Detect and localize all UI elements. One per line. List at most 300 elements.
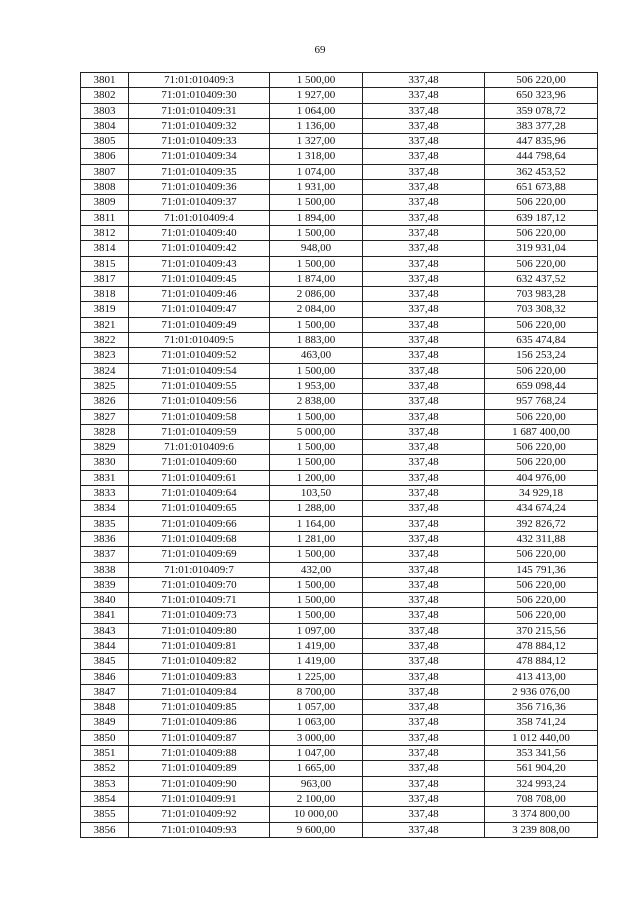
row-number-cell: 3806: [81, 149, 129, 164]
row-number-cell: 3828: [81, 424, 129, 439]
cadastral-number-cell: 71:01:010409:82: [129, 654, 270, 669]
cadastral-number-cell: 71:01:010409:61: [129, 470, 270, 485]
rate-cell: 337,48: [363, 317, 485, 332]
table-row: [81, 88, 598, 103]
row-number-cell: 3823: [81, 348, 129, 363]
rate-cell: 337,48: [363, 807, 485, 822]
cadastral-value-cell: 353 341,56: [485, 746, 598, 761]
table-row: [81, 807, 598, 822]
cadastral-number-cell: 71:01:010409:43: [129, 256, 270, 271]
cadastral-value-cell: 319 931,04: [485, 241, 598, 256]
cadastral-value-cell: 635 474,84: [485, 333, 598, 348]
table-row: [81, 531, 598, 546]
cadastral-value-cell: 359 078,72: [485, 103, 598, 118]
area-cell: 1 500,00: [270, 608, 363, 623]
cadastral-value-cell: 506 220,00: [485, 608, 598, 623]
row-number-cell: 3837: [81, 547, 129, 562]
row-number-cell: 3850: [81, 730, 129, 745]
cadastral-number-cell: 71:01:010409:6: [129, 440, 270, 455]
row-number-cell: 3801: [81, 73, 129, 88]
table-row: [81, 164, 598, 179]
cadastral-value-cell: 478 884,12: [485, 638, 598, 653]
table-row: [81, 103, 598, 118]
area-cell: 1 883,00: [270, 333, 363, 348]
area-cell: 1 164,00: [270, 516, 363, 531]
rate-cell: 337,48: [363, 118, 485, 133]
rate-cell: 337,48: [363, 776, 485, 791]
row-number-cell: 3831: [81, 470, 129, 485]
row-number-cell: 3839: [81, 577, 129, 592]
cadastral-number-cell: 71:01:010409:3: [129, 73, 270, 88]
cadastral-number-cell: 71:01:010409:37: [129, 195, 270, 210]
table-row: [81, 317, 598, 332]
area-cell: 1 063,00: [270, 715, 363, 730]
row-number-cell: 3856: [81, 822, 129, 837]
rate-cell: 337,48: [363, 822, 485, 837]
row-number-cell: 3830: [81, 455, 129, 470]
area-cell: 1 500,00: [270, 455, 363, 470]
rate-cell: 337,48: [363, 654, 485, 669]
page-number: 69: [314, 44, 326, 56]
rate-cell: 337,48: [363, 746, 485, 761]
row-number-cell: 3853: [81, 776, 129, 791]
cadastral-value-cell: 650 323,96: [485, 88, 598, 103]
table-row: [81, 287, 598, 302]
row-number-cell: 3844: [81, 638, 129, 653]
area-cell: 1 136,00: [270, 118, 363, 133]
area-cell: 1 500,00: [270, 256, 363, 271]
rate-cell: 337,48: [363, 593, 485, 608]
area-cell: 1 327,00: [270, 134, 363, 149]
table-row: [81, 424, 598, 439]
row-number-cell: 3807: [81, 164, 129, 179]
rate-cell: 337,48: [363, 730, 485, 745]
rate-cell: 337,48: [363, 424, 485, 439]
table-row: [81, 180, 598, 195]
cadastral-number-cell: 71:01:010409:46: [129, 287, 270, 302]
cadastral-value-table: [80, 72, 598, 838]
table-row: [81, 730, 598, 745]
cadastral-number-cell: 71:01:010409:66: [129, 516, 270, 531]
area-cell: 1 419,00: [270, 654, 363, 669]
row-number-cell: 3845: [81, 654, 129, 669]
rate-cell: 337,48: [363, 684, 485, 699]
cadastral-value-cell: 356 716,36: [485, 700, 598, 715]
table-body: [81, 73, 598, 838]
cadastral-value-cell: 957 768,24: [485, 394, 598, 409]
row-number-cell: 3825: [81, 378, 129, 393]
area-cell: 1 288,00: [270, 501, 363, 516]
row-number-cell: 3826: [81, 394, 129, 409]
rate-cell: 337,48: [363, 470, 485, 485]
area-cell: 1 064,00: [270, 103, 363, 118]
rate-cell: 337,48: [363, 195, 485, 210]
row-number-cell: 3855: [81, 807, 129, 822]
cadastral-value-cell: 506 220,00: [485, 225, 598, 240]
cadastral-number-cell: 71:01:010409:85: [129, 700, 270, 715]
row-number-cell: 3827: [81, 409, 129, 424]
cadastral-number-cell: 71:01:010409:54: [129, 363, 270, 378]
table-row: [81, 638, 598, 653]
table-row: [81, 516, 598, 531]
area-cell: 948,00: [270, 241, 363, 256]
table-row: [81, 746, 598, 761]
row-number-cell: 3834: [81, 501, 129, 516]
cadastral-value-cell: 324 993,24: [485, 776, 598, 791]
cadastral-number-cell: 71:01:010409:7: [129, 562, 270, 577]
rate-cell: 337,48: [363, 333, 485, 348]
cadastral-value-cell: 506 220,00: [485, 363, 598, 378]
rate-cell: 337,48: [363, 210, 485, 225]
row-number-cell: 3852: [81, 761, 129, 776]
rate-cell: 337,48: [363, 409, 485, 424]
cadastral-value-cell: 632 437,52: [485, 271, 598, 286]
cadastral-number-cell: 71:01:010409:4: [129, 210, 270, 225]
table-row: [81, 501, 598, 516]
cadastral-number-cell: 71:01:010409:68: [129, 531, 270, 546]
cadastral-number-cell: 71:01:010409:92: [129, 807, 270, 822]
row-number-cell: 3821: [81, 317, 129, 332]
row-number-cell: 3854: [81, 791, 129, 806]
cadastral-value-cell: 506 220,00: [485, 256, 598, 271]
cadastral-number-cell: 71:01:010409:33: [129, 134, 270, 149]
cadastral-value-cell: 1 012 440,00: [485, 730, 598, 745]
cadastral-number-cell: 71:01:010409:80: [129, 623, 270, 638]
table-row: [81, 210, 598, 225]
rate-cell: 337,48: [363, 88, 485, 103]
rate-cell: 337,48: [363, 501, 485, 516]
table-row: [81, 822, 598, 837]
table-row: [81, 547, 598, 562]
area-cell: 1 500,00: [270, 547, 363, 562]
row-number-cell: 3835: [81, 516, 129, 531]
area-cell: 1 500,00: [270, 440, 363, 455]
rate-cell: 337,48: [363, 700, 485, 715]
rate-cell: 337,48: [363, 531, 485, 546]
area-cell: 5 000,00: [270, 424, 363, 439]
cadastral-value-cell: 447 835,96: [485, 134, 598, 149]
rate-cell: 337,48: [363, 715, 485, 730]
row-number-cell: 3804: [81, 118, 129, 133]
area-cell: 10 000,00: [270, 807, 363, 822]
cadastral-value-cell: 2 936 076,00: [485, 684, 598, 699]
area-cell: 1 057,00: [270, 700, 363, 715]
row-number-cell: 3843: [81, 623, 129, 638]
area-cell: 432,00: [270, 562, 363, 577]
rate-cell: 337,48: [363, 149, 485, 164]
table-row: [81, 302, 598, 317]
cadastral-value-cell: 358 741,24: [485, 715, 598, 730]
table-row: [81, 256, 598, 271]
row-number-cell: 3815: [81, 256, 129, 271]
rate-cell: 337,48: [363, 73, 485, 88]
area-cell: 1 500,00: [270, 195, 363, 210]
cadastral-value-cell: 3 239 808,00: [485, 822, 598, 837]
row-number-cell: 3814: [81, 241, 129, 256]
area-cell: 103,50: [270, 486, 363, 501]
cadastral-number-cell: 71:01:010409:73: [129, 608, 270, 623]
table-row: [81, 623, 598, 638]
rate-cell: 337,48: [363, 287, 485, 302]
area-cell: 1 953,00: [270, 378, 363, 393]
cadastral-value-cell: 659 098,44: [485, 378, 598, 393]
table-row: [81, 470, 598, 485]
area-cell: 1 927,00: [270, 88, 363, 103]
row-number-cell: 3829: [81, 440, 129, 455]
area-cell: 1 281,00: [270, 531, 363, 546]
rate-cell: 337,48: [363, 241, 485, 256]
row-number-cell: 3819: [81, 302, 129, 317]
row-number-cell: 3809: [81, 195, 129, 210]
area-cell: 1 665,00: [270, 761, 363, 776]
cadastral-number-cell: 71:01:010409:52: [129, 348, 270, 363]
cadastral-value-cell: 34 929,18: [485, 486, 598, 501]
rate-cell: 337,48: [363, 577, 485, 592]
table-row: [81, 378, 598, 393]
area-cell: 1 225,00: [270, 669, 363, 684]
cadastral-number-cell: 71:01:010409:88: [129, 746, 270, 761]
cadastral-value-cell: 444 798,64: [485, 149, 598, 164]
cadastral-value-cell: 506 220,00: [485, 455, 598, 470]
cadastral-number-cell: 71:01:010409:69: [129, 547, 270, 562]
area-cell: 1 500,00: [270, 577, 363, 592]
area-cell: 1 500,00: [270, 363, 363, 378]
cadastral-value-cell: 392 826,72: [485, 516, 598, 531]
rate-cell: 337,48: [363, 791, 485, 806]
cadastral-number-cell: 71:01:010409:31: [129, 103, 270, 118]
cadastral-number-cell: 71:01:010409:91: [129, 791, 270, 806]
cadastral-value-cell: 413 413,00: [485, 669, 598, 684]
table-row: [81, 700, 598, 715]
cadastral-number-cell: 71:01:010409:58: [129, 409, 270, 424]
table-row: [81, 593, 598, 608]
rate-cell: 337,48: [363, 440, 485, 455]
rate-cell: 337,48: [363, 348, 485, 363]
area-cell: 1 931,00: [270, 180, 363, 195]
row-number-cell: 3822: [81, 333, 129, 348]
cadastral-number-cell: 71:01:010409:84: [129, 684, 270, 699]
rate-cell: 337,48: [363, 394, 485, 409]
area-cell: 1 419,00: [270, 638, 363, 653]
cadastral-value-cell: 506 220,00: [485, 577, 598, 592]
cadastral-number-cell: 71:01:010409:71: [129, 593, 270, 608]
area-cell: 1 047,00: [270, 746, 363, 761]
row-number-cell: 3812: [81, 225, 129, 240]
cadastral-number-cell: 71:01:010409:34: [129, 149, 270, 164]
cadastral-number-cell: 71:01:010409:5: [129, 333, 270, 348]
table-row: [81, 409, 598, 424]
table-row: [81, 73, 598, 88]
rate-cell: 337,48: [363, 623, 485, 638]
cadastral-number-cell: 71:01:010409:64: [129, 486, 270, 501]
cadastral-number-cell: 71:01:010409:40: [129, 225, 270, 240]
cadastral-value-cell: 3 374 800,00: [485, 807, 598, 822]
table-row: [81, 333, 598, 348]
table-row: [81, 654, 598, 669]
cadastral-value-cell: 362 453,52: [485, 164, 598, 179]
cadastral-number-cell: 71:01:010409:42: [129, 241, 270, 256]
table-row: [81, 149, 598, 164]
rate-cell: 337,48: [363, 378, 485, 393]
table-row: [81, 684, 598, 699]
table-row: [81, 348, 598, 363]
table-row: [81, 394, 598, 409]
area-cell: 2 838,00: [270, 394, 363, 409]
cadastral-value-cell: 506 220,00: [485, 195, 598, 210]
rate-cell: 337,48: [363, 164, 485, 179]
cadastral-value-cell: 370 215,56: [485, 623, 598, 638]
area-cell: 2 084,00: [270, 302, 363, 317]
cadastral-value-cell: 506 220,00: [485, 73, 598, 88]
cadastral-value-cell: 506 220,00: [485, 440, 598, 455]
rate-cell: 337,48: [363, 271, 485, 286]
area-cell: 1 894,00: [270, 210, 363, 225]
row-number-cell: 3808: [81, 180, 129, 195]
cadastral-number-cell: 71:01:010409:83: [129, 669, 270, 684]
cadastral-value-cell: 1 687 400,00: [485, 424, 598, 439]
row-number-cell: 3838: [81, 562, 129, 577]
row-number-cell: 3818: [81, 287, 129, 302]
table-row: [81, 791, 598, 806]
cadastral-value-cell: 145 791,36: [485, 562, 598, 577]
rate-cell: 337,48: [363, 103, 485, 118]
cadastral-number-cell: 71:01:010409:60: [129, 455, 270, 470]
cadastral-number-cell: 71:01:010409:55: [129, 378, 270, 393]
table-row: [81, 562, 598, 577]
row-number-cell: 3849: [81, 715, 129, 730]
area-cell: 1 500,00: [270, 73, 363, 88]
row-number-cell: 3841: [81, 608, 129, 623]
row-number-cell: 3846: [81, 669, 129, 684]
table-row: [81, 241, 598, 256]
cadastral-value-cell: 404 976,00: [485, 470, 598, 485]
area-cell: 2 086,00: [270, 287, 363, 302]
rate-cell: 337,48: [363, 134, 485, 149]
area-cell: 1 074,00: [270, 164, 363, 179]
area-cell: 1 500,00: [270, 409, 363, 424]
row-number-cell: 3847: [81, 684, 129, 699]
rate-cell: 337,48: [363, 547, 485, 562]
cadastral-number-cell: 71:01:010409:47: [129, 302, 270, 317]
table-row: [81, 715, 598, 730]
row-number-cell: 3851: [81, 746, 129, 761]
cadastral-number-cell: 71:01:010409:32: [129, 118, 270, 133]
cadastral-value-cell: 506 220,00: [485, 409, 598, 424]
row-number-cell: 3805: [81, 134, 129, 149]
cadastral-number-cell: 71:01:010409:59: [129, 424, 270, 439]
cadastral-number-cell: 71:01:010409:89: [129, 761, 270, 776]
cadastral-value-cell: 478 884,12: [485, 654, 598, 669]
area-cell: 1 500,00: [270, 593, 363, 608]
row-number-cell: 3811: [81, 210, 129, 225]
area-cell: 9 600,00: [270, 822, 363, 837]
rate-cell: 337,48: [363, 562, 485, 577]
cadastral-number-cell: 71:01:010409:45: [129, 271, 270, 286]
table-row: [81, 225, 598, 240]
table-row: [81, 761, 598, 776]
rate-cell: 337,48: [363, 256, 485, 271]
rate-cell: 337,48: [363, 180, 485, 195]
cadastral-value-cell: 703 983,28: [485, 287, 598, 302]
row-number-cell: 3840: [81, 593, 129, 608]
cadastral-value-cell: 708 708,00: [485, 791, 598, 806]
area-cell: 963,00: [270, 776, 363, 791]
area-cell: 463,00: [270, 348, 363, 363]
table-row: [81, 195, 598, 210]
cadastral-value-cell: 506 220,00: [485, 593, 598, 608]
area-cell: 1 200,00: [270, 470, 363, 485]
cadastral-number-cell: 71:01:010409:35: [129, 164, 270, 179]
cadastral-number-cell: 71:01:010409:65: [129, 501, 270, 516]
cadastral-number-cell: 71:01:010409:70: [129, 577, 270, 592]
cadastral-value-cell: 383 377,28: [485, 118, 598, 133]
cadastral-number-cell: 71:01:010409:56: [129, 394, 270, 409]
cadastral-number-cell: 71:01:010409:81: [129, 638, 270, 653]
rate-cell: 337,48: [363, 363, 485, 378]
area-cell: 2 100,00: [270, 791, 363, 806]
area-cell: 8 700,00: [270, 684, 363, 699]
cadastral-value-cell: 561 904,20: [485, 761, 598, 776]
table-row: [81, 363, 598, 378]
area-cell: 1 318,00: [270, 149, 363, 164]
rate-cell: 337,48: [363, 486, 485, 501]
cadastral-value-cell: 639 187,12: [485, 210, 598, 225]
rate-cell: 337,48: [363, 225, 485, 240]
table-row: [81, 486, 598, 501]
cadastral-number-cell: 71:01:010409:30: [129, 88, 270, 103]
cadastral-value-cell: 432 311,88: [485, 531, 598, 546]
row-number-cell: 3836: [81, 531, 129, 546]
row-number-cell: 3824: [81, 363, 129, 378]
area-cell: 1 097,00: [270, 623, 363, 638]
table-row: [81, 271, 598, 286]
table-row: [81, 118, 598, 133]
table-row: [81, 455, 598, 470]
table-row: [81, 608, 598, 623]
rate-cell: 337,48: [363, 761, 485, 776]
table-row: [81, 440, 598, 455]
cadastral-value-cell: 156 253,24: [485, 348, 598, 363]
table-row: [81, 134, 598, 149]
cadastral-value-cell: 434 674,24: [485, 501, 598, 516]
table-row: [81, 577, 598, 592]
rate-cell: 337,48: [363, 516, 485, 531]
cadastral-number-cell: 71:01:010409:90: [129, 776, 270, 791]
table-row: [81, 776, 598, 791]
cadastral-number-cell: 71:01:010409:87: [129, 730, 270, 745]
area-cell: 1 500,00: [270, 225, 363, 240]
cadastral-number-cell: 71:01:010409:86: [129, 715, 270, 730]
cadastral-number-cell: 71:01:010409:49: [129, 317, 270, 332]
rate-cell: 337,48: [363, 608, 485, 623]
cadastral-number-cell: 71:01:010409:93: [129, 822, 270, 837]
cadastral-number-cell: 71:01:010409:36: [129, 180, 270, 195]
row-number-cell: 3817: [81, 271, 129, 286]
rate-cell: 337,48: [363, 638, 485, 653]
area-cell: 1 874,00: [270, 271, 363, 286]
row-number-cell: 3848: [81, 700, 129, 715]
cadastral-value-cell: 506 220,00: [485, 547, 598, 562]
row-number-cell: 3802: [81, 88, 129, 103]
cadastral-value-cell: 703 308,32: [485, 302, 598, 317]
rate-cell: 337,48: [363, 455, 485, 470]
area-cell: 1 500,00: [270, 317, 363, 332]
cadastral-value-cell: 651 673,88: [485, 180, 598, 195]
row-number-cell: 3803: [81, 103, 129, 118]
cadastral-value-cell: 506 220,00: [485, 317, 598, 332]
row-number-cell: 3833: [81, 486, 129, 501]
rate-cell: 337,48: [363, 302, 485, 317]
